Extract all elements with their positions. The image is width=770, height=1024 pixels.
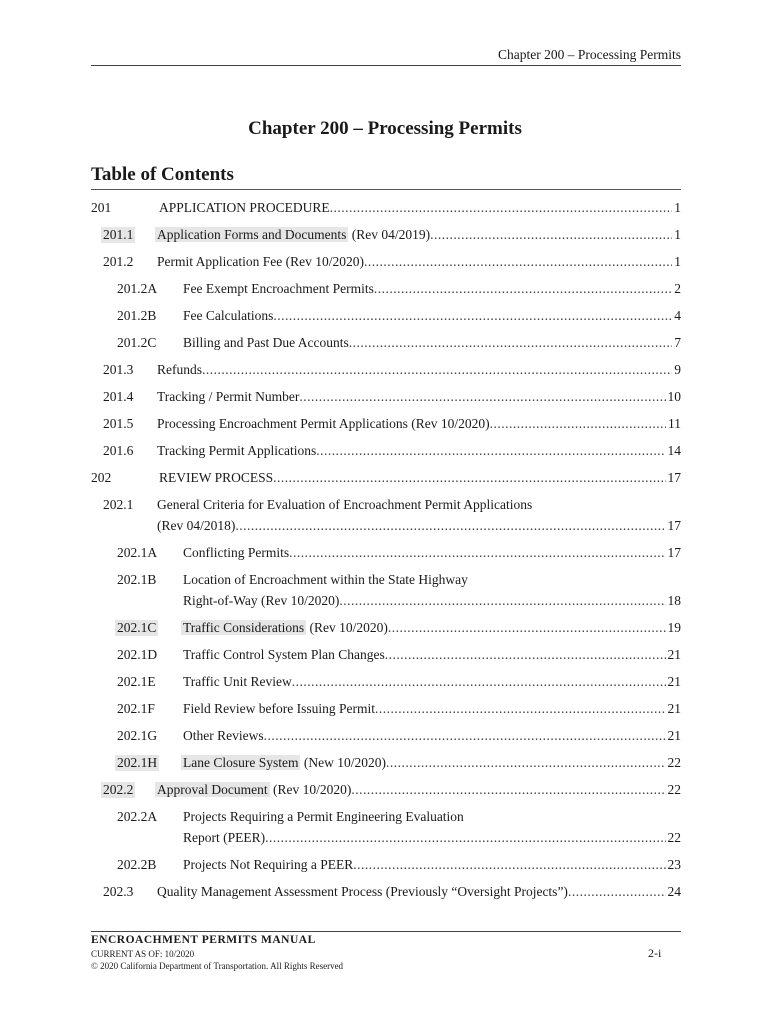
toc-entry-number: 201.6 xyxy=(103,443,134,458)
dot-leader xyxy=(388,620,666,636)
toc-entry-title: Other Reviews xyxy=(183,728,264,743)
toc-entry-title: Processing Encroachment Permit Applications (Rev 10/2020) xyxy=(157,416,490,431)
toc-entry-number: 201.1 xyxy=(103,227,134,242)
toc-entry[interactable] xyxy=(91,466,681,493)
dot-leader xyxy=(490,416,666,432)
toc-entry-page: 18 xyxy=(667,593,681,608)
toc-entry-title-line1: Projects Requiring a Permit Engineering Evaluation xyxy=(183,809,464,824)
toc-entry[interactable] xyxy=(91,250,681,277)
toc-entry-page: 14 xyxy=(667,443,681,458)
toc-entry[interactable] xyxy=(91,223,681,250)
toc-entry-page: 2 xyxy=(674,281,681,296)
footer-copyright: © 2020 California Department of Transportation. All Rights Reserved xyxy=(91,961,344,971)
toc-entry-revision: (New 10/2020) xyxy=(300,755,386,770)
toc-entry-title-line1: Location of Encroachment within the State Highway xyxy=(183,572,468,587)
toc-entry-title: (Rev 04/2018) xyxy=(157,518,236,533)
dot-leader xyxy=(299,389,665,405)
toc-entry-number: 202.3 xyxy=(103,884,134,899)
toc-entry-title: Traffic Unit Review xyxy=(183,674,292,689)
toc-entry[interactable] xyxy=(91,277,681,304)
toc-entry[interactable] xyxy=(91,670,681,697)
toc-entry-page: 17 xyxy=(667,518,681,533)
dot-leader xyxy=(568,884,666,900)
toc-entry-number: 202.2 xyxy=(103,782,134,797)
toc-entry-title: Traffic Control System Plan Changes xyxy=(183,647,385,662)
toc-entry-page: 22 xyxy=(667,830,681,845)
toc-entry-page: 22 xyxy=(667,782,681,797)
toc-entry-page: 21 xyxy=(667,674,681,689)
toc-entry-number: 202.1A xyxy=(117,545,158,560)
toc-entry-page: 22 xyxy=(667,755,681,770)
toc-entry-number: 201.2A xyxy=(117,281,158,296)
toc-entry[interactable] xyxy=(91,751,681,778)
toc-entry[interactable] xyxy=(91,196,681,223)
footer-page-number: 2-i xyxy=(648,946,662,960)
toc-entry-revision: (Rev 10/2020) xyxy=(306,620,388,635)
toc-entry-number: 202 xyxy=(91,470,112,485)
toc-entry-title: Tracking / Permit Number xyxy=(157,389,300,404)
toc-entry-page: 10 xyxy=(667,389,681,404)
toc-entry-title: Permit Application Fee (Rev 10/2020) xyxy=(157,254,364,269)
toc-entry[interactable] xyxy=(91,541,681,568)
dot-leader xyxy=(339,593,665,609)
toc-entry-page: 4 xyxy=(674,308,681,323)
toc-entry-page: 19 xyxy=(667,620,681,635)
dot-leader xyxy=(292,674,666,690)
toc-entry-page: 1 xyxy=(674,200,681,215)
toc-entry[interactable] xyxy=(91,778,681,805)
dot-leader xyxy=(202,362,672,378)
dot-leader xyxy=(386,755,666,771)
toc-entry-number: 202.1B xyxy=(117,572,157,587)
toc-entry[interactable] xyxy=(91,331,681,358)
toc-entry-number: 201.3 xyxy=(103,362,134,377)
toc-entry-revision: (Rev 04/2019) xyxy=(348,227,431,242)
toc-entry-number: 202.1E xyxy=(117,674,156,689)
toc-entry-page: 1 xyxy=(674,254,681,269)
toc-entry-title: Right-of-Way (Rev 10/2020) xyxy=(183,593,340,608)
dot-leader xyxy=(273,470,665,486)
dot-leader xyxy=(375,701,666,717)
toc-entry-page: 7 xyxy=(674,335,681,350)
toc-entry-title: Lane Closure System xyxy=(183,755,299,770)
toc-entry-revision: (Rev 10/2020) xyxy=(269,782,352,797)
toc-entry-page: 9 xyxy=(674,362,681,377)
toc-entry-page: 21 xyxy=(667,647,681,662)
toc-entry-title: APPLICATION PROCEDURE xyxy=(159,200,330,215)
toc-entry[interactable] xyxy=(91,385,681,412)
dot-leader xyxy=(353,857,665,873)
toc-entry-title: REVIEW PROCESS xyxy=(159,470,274,485)
toc-entry-number: 202.2A xyxy=(117,809,158,824)
toc-entry-number: 201.2C xyxy=(117,335,157,350)
toc-entry[interactable] xyxy=(91,568,681,616)
toc-entry[interactable] xyxy=(91,853,681,880)
dot-leader xyxy=(273,308,672,324)
dot-leader xyxy=(330,200,673,216)
toc-entry-number: 202.1D xyxy=(117,647,158,662)
toc-entry-number: 202.1H xyxy=(117,755,158,770)
dot-leader xyxy=(235,518,665,534)
toc-entry[interactable] xyxy=(91,616,681,643)
toc-entry-title: Fee Calculations xyxy=(183,308,274,323)
toc-entry-number: 202.1F xyxy=(117,701,155,716)
toc-entry-page: 21 xyxy=(667,701,681,716)
dot-leader xyxy=(374,281,672,297)
toc-entry[interactable] xyxy=(91,724,681,751)
toc-entry-page: 11 xyxy=(668,416,681,431)
chapter-title: Chapter 200 – Processing Permits xyxy=(248,118,522,139)
toc-entry[interactable] xyxy=(91,439,681,466)
toc-entry-title: Quality Management Assessment Process (Previously “Oversight Projects”) xyxy=(157,884,568,899)
dot-leader xyxy=(364,254,672,270)
toc-entry-number: 201.2 xyxy=(103,254,134,269)
toc-entry-title: Field Review before Issuing Permit xyxy=(183,701,375,716)
toc-entry[interactable] xyxy=(91,304,681,331)
footer-rule xyxy=(91,931,681,932)
toc-entry-number: 201.5 xyxy=(103,416,134,431)
dot-leader xyxy=(289,545,665,561)
toc-entry-title: Tracking Permit Applications xyxy=(157,443,317,458)
toc-entry-number: 202.2B xyxy=(117,857,157,872)
toc-entry[interactable] xyxy=(91,493,681,541)
toc-entry[interactable] xyxy=(91,643,681,670)
toc-entry-title: Billing and Past Due Accounts xyxy=(183,335,349,350)
dot-leader xyxy=(385,647,666,663)
toc-entry-page: 23 xyxy=(667,857,681,872)
toc-entry-page: 17 xyxy=(667,545,681,560)
toc-entry-title: Fee Exempt Encroachment Permits xyxy=(183,281,374,296)
toc-entry[interactable] xyxy=(91,805,681,853)
dot-leader xyxy=(430,227,672,243)
toc-entry-title: Approval Document xyxy=(157,782,268,797)
toc-entry-number: 201.4 xyxy=(103,389,134,404)
toc-entry-title-line1: General Criteria for Evaluation of Encroachment Permit Applications xyxy=(157,497,533,512)
toc-heading: Table of Contents xyxy=(91,164,681,190)
toc-entry-title: Projects Not Requiring a PEER xyxy=(183,857,354,872)
toc-entry-title: Traffic Considerations xyxy=(183,620,305,635)
toc-entry-page: 21 xyxy=(667,728,681,743)
toc-entry[interactable] xyxy=(91,697,681,724)
dot-leader xyxy=(351,782,665,798)
toc-entry-number: 202.1C xyxy=(117,620,157,635)
toc-entry-page: 1 xyxy=(674,227,681,242)
toc-entry-number: 202.1 xyxy=(103,497,134,512)
footer-manual-title: ENCROACHMENT PERMITS MANUAL xyxy=(91,934,316,946)
toc-entry-number: 201.2B xyxy=(117,308,157,323)
dot-leader xyxy=(264,728,666,744)
table-of-contents xyxy=(91,196,681,907)
toc-entry-title: Report (PEER) xyxy=(183,830,266,845)
toc-entry[interactable] xyxy=(91,412,681,439)
toc-entry-number: 202.1G xyxy=(117,728,158,743)
dot-leader xyxy=(265,830,665,846)
dot-leader xyxy=(316,443,665,459)
toc-entry-page: 24 xyxy=(667,884,681,899)
running-head: Chapter 200 – Processing Permits xyxy=(91,47,681,66)
toc-entry-number: 201 xyxy=(91,200,112,215)
dot-leader xyxy=(349,335,673,351)
toc-entry[interactable] xyxy=(91,880,681,907)
toc-entry[interactable] xyxy=(91,358,681,385)
toc-entry-title: Application Forms and Documents xyxy=(157,227,347,242)
footer-current-as-of: CURRENT AS OF: 10/2020 xyxy=(91,949,195,959)
toc-entry-title: Refunds xyxy=(157,362,202,377)
toc-entry-title: Conflicting Permits xyxy=(183,545,290,560)
toc-entry-page: 17 xyxy=(667,470,681,485)
